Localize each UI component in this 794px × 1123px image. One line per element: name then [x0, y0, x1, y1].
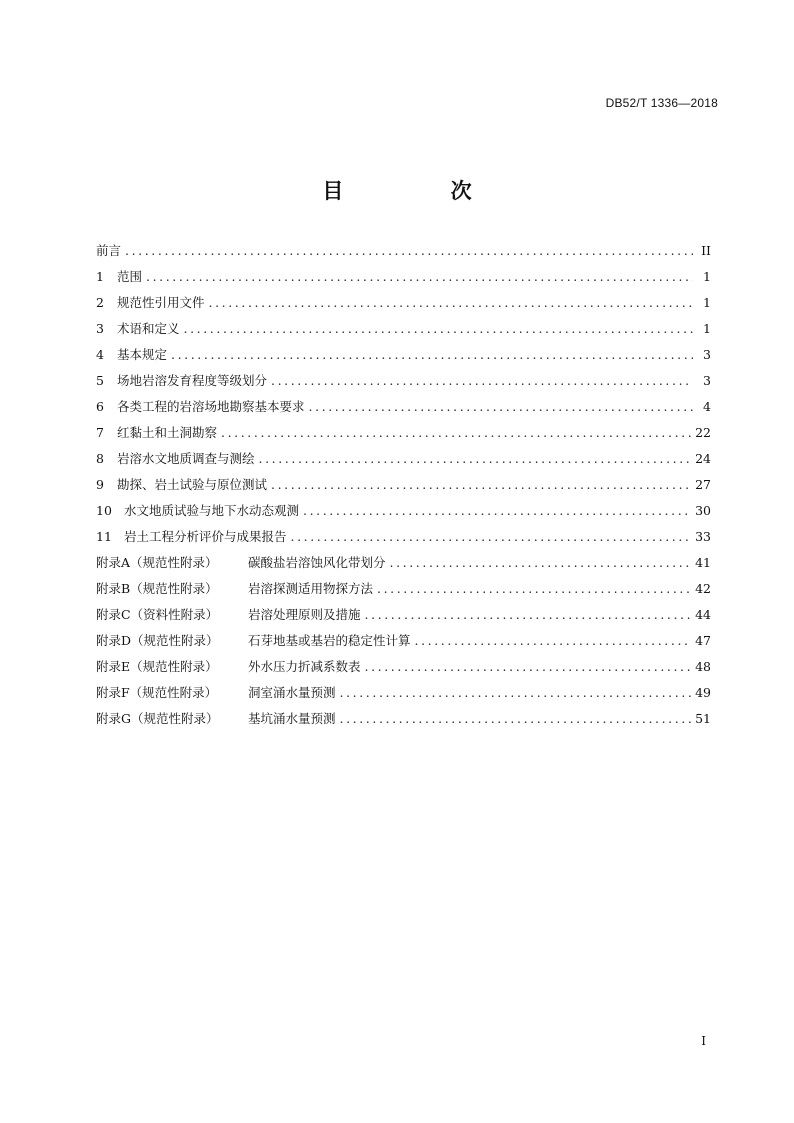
toc-entry-label: 勘探、岩土试验与原位测试 — [117, 477, 268, 492]
toc-dot-leader — [365, 602, 692, 628]
toc-entry-page: 30 — [695, 503, 711, 518]
toc-entry-page: 33 — [695, 529, 711, 544]
toc-entry[interactable] — [96, 628, 711, 654]
toc-entry-number: 11 — [96, 529, 112, 544]
toc-entry-page: II — [701, 243, 711, 258]
toc-entry-number: 9 — [96, 477, 104, 492]
toc-entry-label: 石芽地基或基岩的稳定性计算 — [248, 633, 411, 648]
document-code: DB52/T 1336—2018 — [605, 96, 718, 110]
toc-dot-leader — [365, 654, 692, 680]
toc-entry-page: 27 — [695, 477, 711, 492]
toc-entry-page: 48 — [695, 659, 711, 674]
toc-entry-page: 44 — [695, 607, 711, 622]
toc-entry-number: 附录A（规范性附录） — [96, 555, 218, 570]
toc-entry[interactable] — [96, 238, 711, 264]
toc-entry-label: 红黏土和土洞勘察 — [117, 425, 218, 440]
toc-dot-leader — [390, 550, 692, 576]
toc-entry[interactable] — [96, 550, 711, 576]
toc-entry-label: 水文地质试验与地下水动态观测 — [124, 503, 300, 518]
toc-entry-number: 附录B（规范性附录） — [96, 581, 218, 596]
toc-dot-leader — [303, 498, 691, 524]
toc-entry-label: 岩土工程分析评价与成果报告 — [124, 529, 287, 544]
toc-entry-page: 3 — [703, 347, 711, 362]
toc-entry-label: 基坑涌水量预测 — [248, 711, 336, 726]
toc-entry-page: 3 — [703, 373, 711, 388]
toc-entry-label: 术语和定义 — [117, 321, 180, 336]
toc-entry[interactable] — [96, 524, 711, 550]
toc-entry-number: 附录G（规范性附录） — [96, 711, 219, 726]
toc-entry[interactable] — [96, 472, 711, 498]
toc-entry-page: 47 — [695, 633, 711, 648]
toc-entry[interactable] — [96, 290, 711, 316]
toc-entry-number: 8 — [96, 451, 104, 466]
toc-entry-page: 22 — [695, 425, 711, 440]
toc-dot-leader — [340, 680, 692, 706]
toc-entry-label: 岩溶处理原则及措施 — [248, 607, 361, 622]
toc-entry-label: 岩溶水文地质调查与测绘 — [117, 451, 255, 466]
toc-entry-number: 附录F（规范性附录） — [96, 685, 218, 700]
toc-entry-label: 岩溶探测适用物探方法 — [248, 581, 374, 596]
toc-entry-page: 49 — [695, 685, 711, 700]
toc-entry-number: 2 — [96, 295, 104, 310]
toc-entry-page: 1 — [703, 295, 711, 310]
toc-entry-label: 洞室涌水量预测 — [248, 685, 336, 700]
toc-entry-label: 基本规定 — [117, 347, 168, 362]
toc-dot-leader — [271, 472, 691, 498]
toc-entry-label: 场地岩溶发育程度等级划分 — [117, 373, 268, 388]
toc-entry-number: 7 — [96, 425, 104, 440]
toc-entry-number: 5 — [96, 373, 104, 388]
toc-entry-number: 1 — [96, 269, 104, 284]
toc-entry[interactable] — [96, 602, 711, 628]
toc-dot-leader — [184, 316, 693, 342]
table-of-contents — [96, 238, 711, 732]
toc-entry-number: 3 — [96, 321, 104, 336]
toc-dot-leader — [340, 706, 692, 732]
toc-dot-leader — [209, 290, 693, 316]
toc-entry[interactable] — [96, 446, 711, 472]
toc-entry[interactable] — [96, 654, 711, 680]
toc-entry-page: 24 — [695, 451, 711, 466]
toc-entry[interactable] — [96, 576, 711, 602]
toc-entry-number: 4 — [96, 347, 104, 362]
toc-entry[interactable] — [96, 680, 711, 706]
toc-entry[interactable] — [96, 316, 711, 342]
toc-entry-page: 4 — [703, 399, 711, 414]
toc-dot-leader — [146, 264, 693, 290]
toc-entry-label: 规范性引用文件 — [117, 295, 205, 310]
toc-entry-page: 51 — [695, 711, 711, 726]
toc-dot-leader — [259, 446, 692, 472]
toc-entry-label: 范围 — [117, 269, 143, 284]
toc-entry-page: 1 — [703, 321, 711, 336]
toc-entry-number: 附录D（规范性附录） — [96, 633, 219, 648]
toc-entry-number: 10 — [96, 503, 112, 518]
toc-entry[interactable] — [96, 420, 711, 446]
page-number: I — [701, 1034, 706, 1048]
toc-entry-number: 附录E（规范性附录） — [96, 659, 218, 674]
toc-dot-leader — [125, 238, 693, 264]
toc-entry[interactable] — [96, 342, 711, 368]
toc-entry[interactable] — [96, 706, 711, 732]
toc-entry-page: 42 — [695, 581, 711, 596]
toc-entry[interactable] — [96, 368, 711, 394]
toc-entry-page: 1 — [703, 269, 711, 284]
toc-entry-number: 附录C（资料性附录） — [96, 607, 219, 622]
toc-dot-leader — [291, 524, 692, 550]
toc-dot-leader — [309, 394, 693, 420]
toc-dot-leader — [221, 420, 691, 446]
toc-title: 目 次 — [322, 179, 522, 203]
toc-entry-label: 各类工程的岩溶场地勘察基本要求 — [117, 399, 305, 414]
toc-entry[interactable] — [96, 264, 711, 290]
toc-entry[interactable] — [96, 394, 711, 420]
toc-entry-label: 碳酸盐岩溶蚀风化带划分 — [248, 555, 386, 570]
toc-dot-leader — [415, 628, 692, 654]
toc-dot-leader — [377, 576, 691, 602]
toc-entry-label: 外水压力折减系数表 — [248, 659, 361, 674]
toc-entry-number: 6 — [96, 399, 104, 414]
toc-dot-leader — [171, 342, 693, 368]
toc-entry[interactable] — [96, 498, 711, 524]
toc-dot-leader — [271, 368, 693, 394]
toc-entry-page: 41 — [695, 555, 711, 570]
toc-entry-label: 前言 — [96, 243, 122, 258]
